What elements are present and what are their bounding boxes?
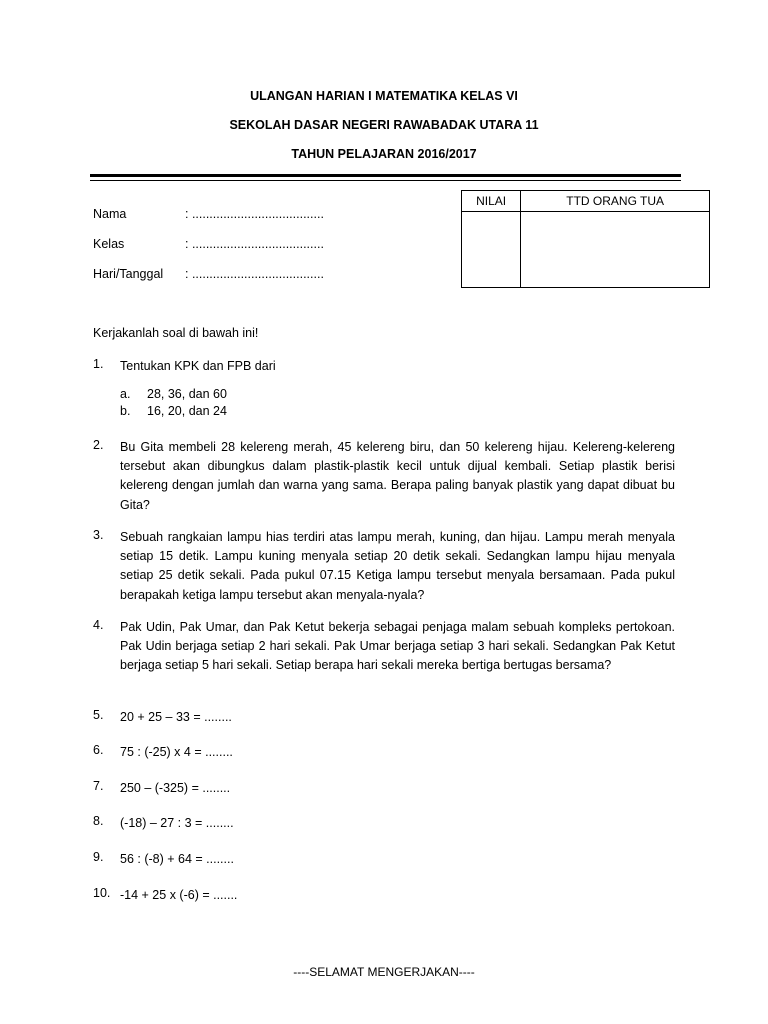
question-text: 20 + 25 – 33 = ........ <box>120 710 232 724</box>
header-rule-thick <box>90 174 681 177</box>
question-number: 9. <box>93 850 104 864</box>
class-blank[interactable]: : ...................................... <box>185 237 324 251</box>
footer-message: ----SELAMAT MENGERJAKAN---- <box>293 965 475 979</box>
parent-signature-column-header: TTD ORANG TUA <box>521 191 710 212</box>
sub-text: 16, 20, dan 24 <box>147 404 227 418</box>
instruction: Kerjakanlah soal di bawah ini! <box>93 326 259 340</box>
question-number: 7. <box>93 779 104 793</box>
date-label: Hari/Tanggal <box>93 267 164 281</box>
sub-text: 28, 36, dan 60 <box>147 387 227 401</box>
question-text: Sebuah rangkaian lampu hias terdiri atas lampu merah, kuning, dan hijau. Lampu merah menyala setiap 15 detik. Lampu kuning menyala setiap 20 detik sekali. Sedangkan lampu hijau menyala setiap 25 detik sekali. Pada pukul 07.15 Ketiga lampu tersebut menyala bersamaan. Pada pukul berapakah ketiga lampu tersebut akan menyala-nyala? <box>120 530 675 602</box>
question-number: 10. <box>93 886 111 900</box>
question-number: 2. <box>93 438 104 452</box>
question-text: Pak Udin, Pak Umar, dan Pak Ketut bekerja sebagai penjaga malam sebuah kompleks pertokoan. Pak Udin berjaga setiap 2 hari sekali. Pak Umar berjaga setiap 3 hari sekali. Sedangkan Pak Ketut berjaga setiap 5 hari sekali. Setiap berapa hari sekali mereka bertiga bertugas bersama? <box>120 620 675 673</box>
question-text: (-18) – 27 : 3 = ........ <box>120 816 234 830</box>
grade-column-header: NILAI <box>462 191 521 212</box>
question-text: Tentukan KPK dan FPB dari <box>120 359 276 373</box>
title-line-1: ULANGAN HARIAN I MATEMATIKA KELAS VI <box>250 89 518 103</box>
title-line-3: TAHUN PELAJARAN 2016/2017 <box>291 147 477 161</box>
name-blank[interactable]: : ...................................... <box>185 207 324 221</box>
parent-signature-cell[interactable] <box>521 212 710 288</box>
title-line-2: SEKOLAH DASAR NEGERI RAWABADAK UTARA 11 <box>229 118 539 132</box>
sub-label: b. <box>120 404 131 418</box>
name-label: Nama <box>93 207 127 221</box>
question-number: 1. <box>93 357 104 371</box>
question-text: 56 : (-8) + 64 = ........ <box>120 852 234 866</box>
question-text: -14 + 25 x (-6) = ....... <box>120 888 238 902</box>
grade-table <box>461 190 710 288</box>
date-blank[interactable]: : ...................................... <box>185 267 324 281</box>
question-number: 8. <box>93 814 104 828</box>
grade-cell[interactable] <box>462 212 521 288</box>
header-rule-thin <box>90 180 681 181</box>
question-number: 6. <box>93 743 104 757</box>
question-number: 4. <box>93 618 104 632</box>
question-text: Bu Gita membeli 28 kelereng merah, 45 kelereng biru, dan 50 kelereng hijau. Kelereng-kelereng tersebut akan dibungkus dalam plastik-plastik kecil untuk dijual kembali. Setiap plastik berisi kelereng dengan jumlah dan warna yang sama. Berapa paling banyak plastik yang dapat dibuat bu Gita? <box>120 440 675 512</box>
sub-label: a. <box>120 387 131 401</box>
question-text: 75 : (-25) x 4 = ........ <box>120 745 233 759</box>
question-text: 250 – (-325) = ........ <box>120 781 231 795</box>
question-number: 5. <box>93 708 104 722</box>
question-number: 3. <box>93 528 104 542</box>
class-label: Kelas <box>93 237 125 251</box>
